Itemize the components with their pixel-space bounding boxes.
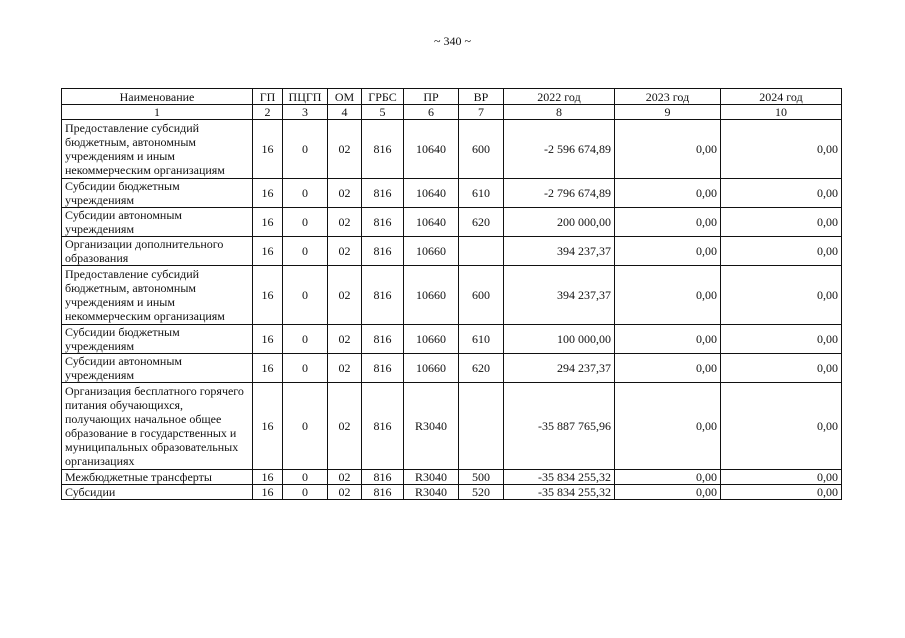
- header-name: Наименование: [62, 89, 253, 105]
- cell-2022: 394 237,37: [504, 237, 615, 266]
- row-name: Межбюджетные трансферты: [62, 470, 253, 485]
- cell-pr: R3040: [404, 485, 459, 500]
- cell-2023: 0,00: [615, 485, 721, 500]
- cell-2023: 0,00: [615, 208, 721, 237]
- row-name: Субсидии автономным учреждениям: [62, 354, 253, 383]
- cell-2023: 0,00: [615, 237, 721, 266]
- cell-grbs: 816: [362, 383, 404, 470]
- column-number: 2: [253, 105, 283, 120]
- cell-grbs: 816: [362, 325, 404, 354]
- cell-2024: 0,00: [721, 325, 842, 354]
- cell-pr: 10640: [404, 120, 459, 179]
- column-number: 4: [328, 105, 362, 120]
- cell-om: 02: [328, 470, 362, 485]
- row-name: Организация бесплатного горячего питания обучающихся, получающих начальное общее образование в государственных и муниципальных образовательных организациях: [62, 383, 253, 470]
- table-row: [62, 485, 842, 500]
- table-row: [62, 470, 842, 485]
- cell-2023: 0,00: [615, 470, 721, 485]
- cell-vr: 620: [459, 354, 504, 383]
- column-number: 1: [62, 105, 253, 120]
- cell-grbs: 816: [362, 208, 404, 237]
- cell-om: 02: [328, 325, 362, 354]
- cell-2022: -35 834 255,32: [504, 485, 615, 500]
- cell-2023: 0,00: [615, 266, 721, 325]
- cell-pcgp: 0: [283, 237, 328, 266]
- budget-table: [61, 88, 842, 500]
- cell-gp: 16: [253, 266, 283, 325]
- cell-pr: R3040: [404, 383, 459, 470]
- row-name: Предоставление субсидий бюджетным, автономным учреждениям и иным некоммерческим организациям: [62, 266, 253, 325]
- cell-pcgp: 0: [283, 325, 328, 354]
- cell-vr: 620: [459, 208, 504, 237]
- header-pcgp: ПЦГП: [283, 89, 328, 105]
- header-grbs: ГРБС: [362, 89, 404, 105]
- page-number: ~ 340 ~: [434, 34, 471, 48]
- cell-2023: 0,00: [615, 120, 721, 179]
- cell-vr: 600: [459, 120, 504, 179]
- cell-grbs: 816: [362, 485, 404, 500]
- row-name: Субсидии автономным учреждениям: [62, 208, 253, 237]
- cell-pr: 10660: [404, 354, 459, 383]
- column-number: 5: [362, 105, 404, 120]
- cell-pcgp: 0: [283, 485, 328, 500]
- cell-pcgp: 0: [283, 208, 328, 237]
- cell-2023: 0,00: [615, 179, 721, 208]
- column-number: 3: [283, 105, 328, 120]
- cell-grbs: 816: [362, 354, 404, 383]
- table-row: [62, 208, 842, 237]
- cell-2023: 0,00: [615, 354, 721, 383]
- cell-om: 02: [328, 266, 362, 325]
- cell-gp: 16: [253, 470, 283, 485]
- cell-pr: 10660: [404, 325, 459, 354]
- column-number: 8: [504, 105, 615, 120]
- row-name: Организации дополнительного образования: [62, 237, 253, 266]
- header-2024: 2024 год: [721, 89, 842, 105]
- cell-gp: 16: [253, 485, 283, 500]
- cell-pcgp: 0: [283, 179, 328, 208]
- header-row: [62, 89, 842, 105]
- cell-om: 02: [328, 354, 362, 383]
- cell-gp: 16: [253, 383, 283, 470]
- cell-2024: 0,00: [721, 120, 842, 179]
- cell-vr: 600: [459, 266, 504, 325]
- header-2022: 2022 год: [504, 89, 615, 105]
- header-vr: ВР: [459, 89, 504, 105]
- cell-vr: [459, 383, 504, 470]
- cell-2022: 394 237,37: [504, 266, 615, 325]
- cell-2022: -2 596 674,89: [504, 120, 615, 179]
- cell-gp: 16: [253, 237, 283, 266]
- table-row: [62, 266, 842, 325]
- cell-2022: 200 000,00: [504, 208, 615, 237]
- cell-grbs: 816: [362, 266, 404, 325]
- cell-2022: 294 237,37: [504, 354, 615, 383]
- table-row: [62, 325, 842, 354]
- row-name: Субсидии бюджетным учреждениям: [62, 325, 253, 354]
- table-row: [62, 120, 842, 179]
- table-row: [62, 237, 842, 266]
- cell-pr: 10660: [404, 237, 459, 266]
- cell-2024: 0,00: [721, 354, 842, 383]
- cell-pcgp: 0: [283, 383, 328, 470]
- table-row: [62, 354, 842, 383]
- row-name: Субсидии: [62, 485, 253, 500]
- row-name: Субсидии бюджетным учреждениям: [62, 179, 253, 208]
- cell-vr: 610: [459, 325, 504, 354]
- cell-vr: 520: [459, 485, 504, 500]
- cell-om: 02: [328, 179, 362, 208]
- cell-vr: 610: [459, 179, 504, 208]
- cell-2022: -35 887 765,96: [504, 383, 615, 470]
- column-number: 10: [721, 105, 842, 120]
- header-gp: ГП: [253, 89, 283, 105]
- table-row: [62, 179, 842, 208]
- cell-om: 02: [328, 120, 362, 179]
- header-om: ОМ: [328, 89, 362, 105]
- cell-2023: 0,00: [615, 325, 721, 354]
- cell-2024: 0,00: [721, 485, 842, 500]
- column-number: 7: [459, 105, 504, 120]
- cell-pcgp: 0: [283, 120, 328, 179]
- cell-pr: 10640: [404, 179, 459, 208]
- cell-pcgp: 0: [283, 354, 328, 383]
- cell-2022: -35 834 255,32: [504, 470, 615, 485]
- cell-pcgp: 0: [283, 470, 328, 485]
- cell-grbs: 816: [362, 120, 404, 179]
- cell-om: 02: [328, 485, 362, 500]
- cell-om: 02: [328, 208, 362, 237]
- cell-2024: 0,00: [721, 470, 842, 485]
- cell-om: 02: [328, 237, 362, 266]
- table-row: [62, 383, 842, 470]
- cell-2024: 0,00: [721, 266, 842, 325]
- cell-2022: 100 000,00: [504, 325, 615, 354]
- cell-gp: 16: [253, 120, 283, 179]
- cell-pr: R3040: [404, 470, 459, 485]
- cell-2024: 0,00: [721, 383, 842, 470]
- row-name: Предоставление субсидий бюджетным, автономным учреждениям и иным некоммерческим организациям: [62, 120, 253, 179]
- cell-grbs: 816: [362, 237, 404, 266]
- cell-2024: 0,00: [721, 179, 842, 208]
- cell-2024: 0,00: [721, 237, 842, 266]
- cell-grbs: 816: [362, 470, 404, 485]
- cell-vr: 500: [459, 470, 504, 485]
- cell-pr: 10640: [404, 208, 459, 237]
- header-2023: 2023 год: [615, 89, 721, 105]
- cell-gp: 16: [253, 208, 283, 237]
- cell-om: 02: [328, 383, 362, 470]
- header-pr: ПР: [404, 89, 459, 105]
- cell-2023: 0,00: [615, 383, 721, 470]
- cell-2024: 0,00: [721, 208, 842, 237]
- cell-gp: 16: [253, 325, 283, 354]
- cell-pr: 10660: [404, 266, 459, 325]
- column-number: 9: [615, 105, 721, 120]
- cell-gp: 16: [253, 354, 283, 383]
- cell-gp: 16: [253, 179, 283, 208]
- column-number: 6: [404, 105, 459, 120]
- cell-pcgp: 0: [283, 266, 328, 325]
- column-numbers-row: [62, 105, 842, 120]
- cell-grbs: 816: [362, 179, 404, 208]
- cell-vr: [459, 237, 504, 266]
- cell-2022: -2 796 674,89: [504, 179, 615, 208]
